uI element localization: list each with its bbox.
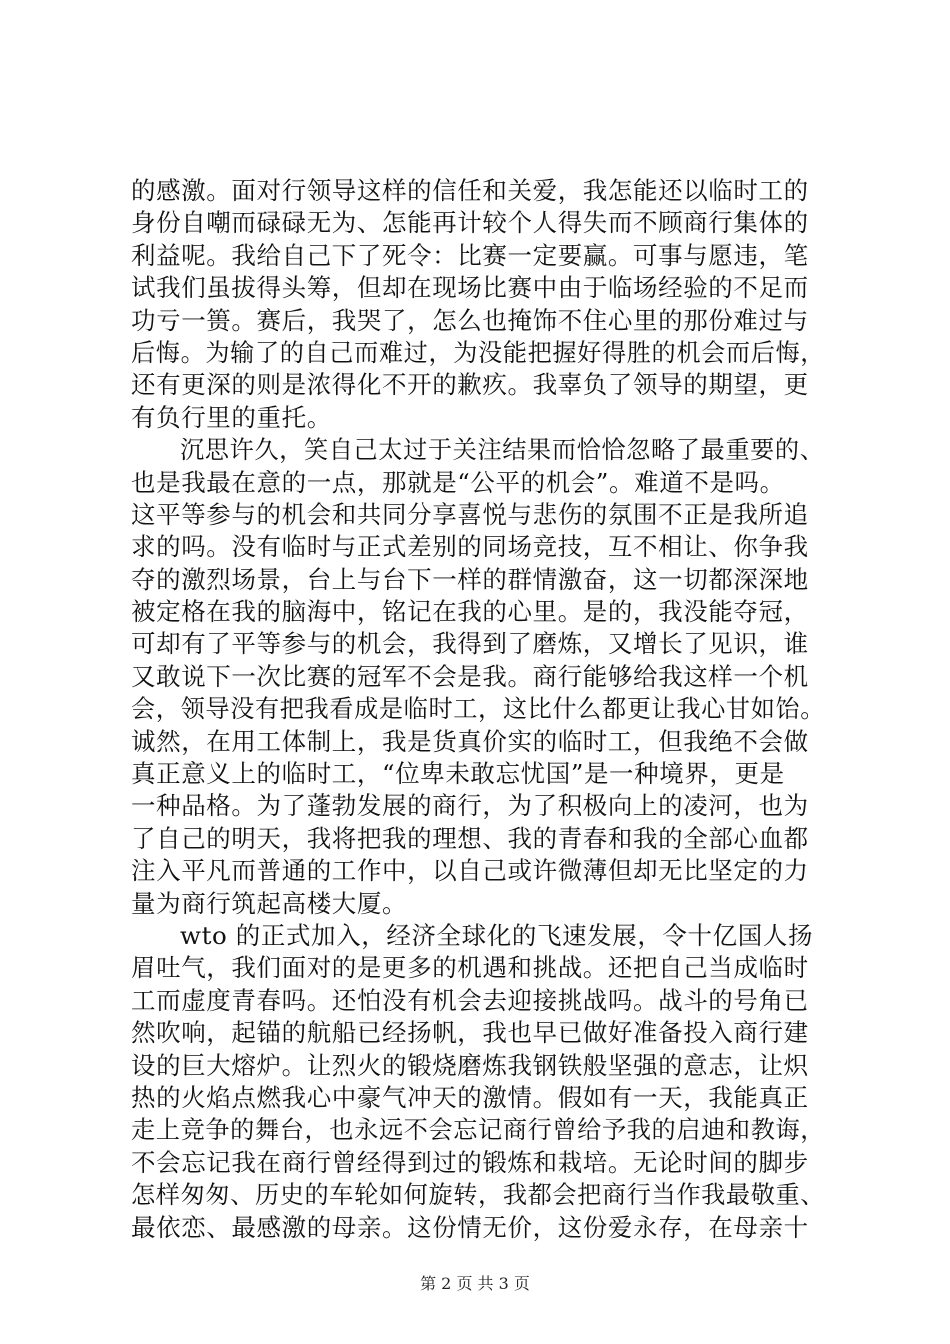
text-line: 走上竞争的舞台，也永远不会忘记商行曾给予我的启迪和教诲， [131,1116,826,1145]
text-line: 身份自嘲而碌碌无为、怎能再计较个人得失而不顾商行集体的 [131,208,809,238]
text-line: 注入平凡而普通的工作中，以自己或许微薄但却无比坚定的力 [131,856,809,886]
body-text [131,175,831,1244]
text-line: 会，领导没有把我看成是临时工，这比什么都更让我心甘如饴。 [131,695,826,724]
text-line: 夺的激烈场景，台上与台下一样的群情激奋，这一切都深深地 [131,564,809,594]
text-line: 不会忘记我在商行曾经得到过的锻炼和栽培。无论时间的脚步 [131,1147,809,1177]
text-line: 有负行里的重托。 [131,402,332,432]
page-footer: 第 2 页 共 3 页 [420,1274,530,1293]
text-line: 量为商行筑起高楼大厦。 [131,888,408,918]
text-line: 利益呢。我给自己下了死令：比赛一定要赢。可事与愿违，笔 [131,240,809,270]
text-line: 还有更深的则是浓得化不开的歉疚。我辜负了领导的期望，更 [131,370,809,400]
text-line: 也是我最在意的一点，那就是“公平的机会”。难道不是吗。 [131,467,785,497]
text-line: 功亏一篑。赛后，我哭了，怎么也掩饰不住心里的那份难过与 [131,305,809,335]
text-line: 被定格在我的脑海中，铭记在我的心里。是的，我没能夺冠， [131,597,809,627]
text-line: 试我们虽拔得头筹，但却在现场比赛中由于临场经验的不足而 [131,273,809,303]
text-line: 可却有了平等参与的机会，我得到了磨炼，又增长了见识，谁 [131,629,809,659]
text-line: 真正意义上的临时工，“位卑未敢忘忧国”是一种境界，更是 [131,759,785,789]
text-line: 了自己的明天，我将把我的理想、我的青春和我的全部心血都 [131,823,809,853]
text-line: 后悔。为输了的自己而难过，为没能把握好得胜的机会而后悔， [131,338,826,367]
text-line: 的感激。面对行领导这样的信任和关爱，我怎能还以临时工的 [131,176,809,205]
text-line: 热的火焰点燃我心中豪气冲天的激情。假如有一天，我能真正 [131,1082,809,1112]
text-line: wto 的正式加入，经济全球化的飞速发展，令十亿国人扬 [180,920,814,950]
text-line: 又敢说下一次比赛的冠军不会是我。商行能够给我这样一个机 [131,661,809,691]
text-line: 设的巨大熔炉。让烈火的锻烧磨炼我钢铁般坚强的意志，让炽 [131,1050,809,1080]
text-line: 求的吗。没有临时与正式差别的同场竞技，互不相让、你争我 [131,532,809,562]
text-line: 工而虚度青春吗。还怕没有机会去迎接挑战吗。战斗的号角已 [131,985,809,1015]
text-line: 沉思许久，笑自己太过于关注结果而恰恰忽略了最重要的、 [180,436,825,465]
text-line: 一种品格。为了蓬勃发展的商行，为了积极向上的凌河，也为 [131,791,809,821]
text-line: 眉吐气，我们面对的是更多的机遇和挑战。还把自己当成临时 [131,953,809,983]
text-line: 诚然，在用工体制上，我是货真价实的临时工，但我绝不会做 [131,726,809,756]
text-line: 怎样匆匆、历史的车轮如何旋转，我都会把商行当作我最敬重、 [131,1181,826,1210]
text-line: 这平等参与的机会和共同分享喜悦与悲伤的氛围不正是我所追 [131,499,809,529]
text-line: 最依恋、最感激的母亲。这份情无价，这份爱永存，在母亲十 [131,1212,809,1242]
text-line: 然吹响，起锚的航船已经扬帆，我也早已做好准备投入商行建 [131,1018,809,1048]
